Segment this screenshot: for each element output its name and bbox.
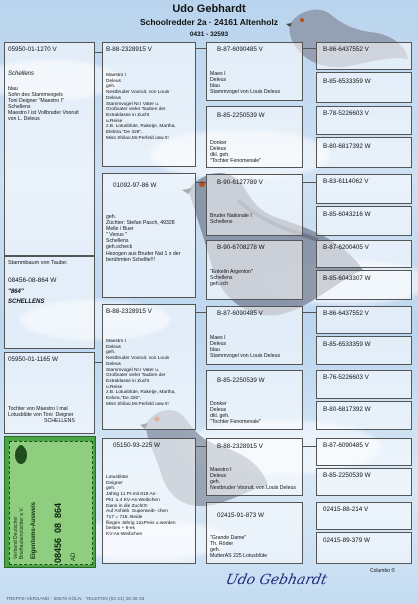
gen3-ring-1: B-87-6090485 V <box>217 46 263 53</box>
subject-sire-box <box>4 42 95 256</box>
gen3-ring-6: B-85-2250539 W <box>217 377 265 384</box>
gen2-info-3: Maestro I Deleus geh. Nestbruder Vooruit. von Louis Deleus Stammvogel Nr.I Vater u. Großvater vieler Tauben der Extraklasse in Zucht u.Reise z.B. Lotusblüte, Raketje, Martha, Eelvra,"De 326", Miss Shilao,Mr.Perfeld usw.!!! <box>106 339 176 407</box>
gen3-ring-7: B-88-2328915 V <box>217 443 263 450</box>
gen4-ring-6: B-85-6043216 W <box>323 211 371 218</box>
gen4-box-3 <box>316 106 412 135</box>
gen4-ring-5: B-83-6114062 V <box>323 178 369 185</box>
stamp-ring-number: 08456 08 864 <box>53 502 63 563</box>
gen3-box-8 <box>206 502 303 564</box>
gen4-ring-3: B-78-5226603 V <box>323 110 369 117</box>
gen4-box-10 <box>316 336 412 365</box>
gen3-box-7 <box>206 438 303 496</box>
gen3-ring-8: 02415-91-873 W <box>217 512 264 519</box>
gen4-box-12 <box>316 401 412 430</box>
gen3-box-3 <box>206 174 303 236</box>
subject-sire-ring: 05950-01-1270 V <box>8 46 57 53</box>
gen4-box-2 <box>316 72 412 103</box>
gen3-box-5 <box>206 306 303 365</box>
stamp-title: Eigentums-Ausweis <box>31 501 37 559</box>
gen4-box-5 <box>316 174 412 204</box>
gen4-box-11 <box>316 370 412 399</box>
dam-info: Tochter von Maestro I mal Lotusblüte von Toni Deigner SCHELLENS <box>8 406 75 425</box>
gen4-ring-13: B-87-6090485 V <box>323 442 369 449</box>
stamp-pigeon-icon <box>13 443 29 465</box>
gen2-box-3 <box>102 304 196 430</box>
gen2-ring-1: B-88-2328915 V <box>106 46 152 53</box>
gen4-box-1 <box>316 42 412 70</box>
gen4-box-13 <box>316 438 412 466</box>
dam-box <box>4 352 95 434</box>
gen3-info-5: Maes I Deleus blau Stammvogel von Louis Deleus <box>210 335 281 360</box>
ownership-stamp <box>4 436 96 568</box>
gen4-ring-9: B-86-6437552 V <box>323 310 369 317</box>
gen4-ring-12: B-80-6817392 W <box>323 406 371 413</box>
stammbaum-label: Stammbaum von Taube: <box>8 260 68 266</box>
gen2-box-1 <box>102 42 196 167</box>
gen3-info-7: Maestro I Deleus geh. Nestbruder Vooruit. von Louis Deleus <box>210 467 296 492</box>
stamp-org: Verband Deutscher Brieftaubenzüchter e.V. <box>13 507 26 559</box>
gen4-ring-2: B-85-6533359 W <box>323 78 371 85</box>
gen4-ring-4: B-80-6817392 W <box>323 143 371 150</box>
gen2-ring-4: 05150-93-225 W <box>113 442 160 449</box>
gen3-info-3: Bruder Nationale I Schellens <box>210 213 252 226</box>
gen3-info-8: "Grande Dame" Th. Röder geh. MutterAS 225 Lotusblüte <box>210 535 268 560</box>
owner-name: Udo Gebhardt <box>172 3 246 15</box>
owner-address: Schoolredder 2a · 24161 Altenholz <box>139 17 279 27</box>
owner-signature: Udo Gebhardt <box>224 572 329 588</box>
gen3-ring-5: B-87-6090485 V <box>217 310 263 317</box>
gen4-box-16 <box>316 532 412 564</box>
gen2-info-4: Lotusblüte Deigner geh. Jährig 11 Pr.mit 818 As- Pkt. u.4 KV-As-Weibchen Dann in die Zucht!!! Auf Anhieb Superweib- chen 717 = 718. Beide fliegen Jährig 12xPreis u.werden bestes + 6-es KV-As-Weibchen <box>106 475 176 538</box>
gen3-info-6: Donker Deleus dkl. geh. "Tochter Fenomenale" <box>210 401 261 426</box>
gen4-box-8 <box>316 270 412 300</box>
gen3-info-1: Maes I Deleus blau Stammvogel von Louis Deleus <box>210 71 281 96</box>
pedigree-subject-ring: 08456-08-864 W <box>8 277 57 284</box>
stammbaum-box <box>4 256 95 349</box>
owner-phone: 0431 - 32593 <box>189 31 229 38</box>
gen3-info-2: Donker Deleus dkl. geh. "Tochter Fenomenale" <box>210 140 261 165</box>
subject-sire-name: Schellens <box>8 71 35 77</box>
gen4-box-9 <box>316 306 412 334</box>
gen3-box-1 <box>206 42 303 101</box>
subject-sire-info: blau Sohn des Stammvogels Toni Deigner "Maestro I" Schellens Maestro I ist Vollbruder Vooruit von L. Deleus <box>8 86 79 123</box>
gen3-ring-4: B-90-6708278 W <box>217 244 265 251</box>
gen4-ring-7: B-87-6200405 V <box>323 244 369 251</box>
dam-ring: 05950-01-1165 W <box>8 356 58 363</box>
gen4-box-15 <box>316 502 412 530</box>
gen3-box-6 <box>206 370 303 430</box>
gen4-ring-14: B-85-2250539 W <box>323 472 371 479</box>
gen3-ring-3: B-90-6127789 V <box>217 179 263 186</box>
gen2-box-4 <box>102 438 196 564</box>
stamp-mark: AD <box>71 552 77 561</box>
gen4-box-14 <box>316 468 412 496</box>
gen4-ring-16: 02415-89-379 W <box>323 537 370 544</box>
gen2-box-2 <box>102 173 196 298</box>
gen2-info-2: geh. Züchter: Stefan Pasch, 49328 Melle / Buer " Venus " Schellens geh.scheck Hezogen aus Bruder Nat 1 x der berühmten Schellte!!! <box>106 214 181 263</box>
gen4-box-6 <box>316 206 412 236</box>
gen4-ring-11: B-76-5226603 V <box>323 374 369 381</box>
columbo-credit: Columbo © <box>370 568 396 574</box>
gen3-info-4: "Enkelin Argenton" Schellens geh.sch <box>210 269 253 288</box>
gen2-info-1: Maestro I Deleus geh. Nestbruder Vooruit. von Louis Deleus Stammvogel Nr.I Vater u. Großvater vieler Tauben der Extraklasse in Zucht u.Reise z.B. Lotusblüte, Raketje, Martha, Elektra,"De 326", Miss Shilao,Mr.Perfeld usw.!!! <box>106 73 176 141</box>
gen4-ring-15: 02415-88-214 V <box>323 506 369 513</box>
gen4-ring-10: B-85-6533359 W <box>323 341 371 348</box>
gen3-box-2 <box>206 106 303 168</box>
gen4-ring-8: B-85-6043307 W <box>323 275 371 282</box>
gen4-ring-1: B-86-6437552 V <box>323 46 369 53</box>
gen4-box-4 <box>316 137 412 168</box>
gen2-ring-2: 01092-97-86 W <box>113 182 157 189</box>
gen3-box-4 <box>206 240 303 300</box>
pedigree-subject-nickname: "864" <box>8 289 24 295</box>
pedigree-subject-name: SCHELLENS <box>8 299 45 305</box>
gen2-ring-3: B-88-2328915 V <box>106 308 152 315</box>
gen3-ring-2: B-85-2250539 W <box>217 112 265 119</box>
gen4-box-7 <box>316 240 412 268</box>
publisher-line: TREFFE-VERSAND · 50670 KÖLN · TELEFON (02 21) 28 38 33 <box>6 597 145 602</box>
